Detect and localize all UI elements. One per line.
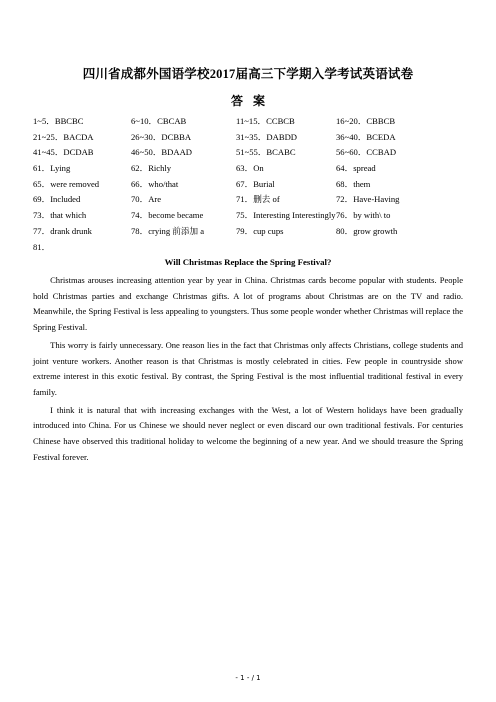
answer-row xyxy=(33,130,473,146)
essay-title: Will Christmas Replace the Spring Festival? xyxy=(164,257,332,267)
answer-cell: 75．Interesting Interestingly xyxy=(236,210,336,221)
essay-paragraph: This worry is fairly unnecessary. One reason lies in the fact that Christmas only affects Christians, college students and joint venture workers. Another reason is that Christmas is mostly celebrated in cities. Few people in countryside show extreme interest in this exotic festival. By contrast, the Spring Festival is the most influential traditional festival in every family. xyxy=(33,339,463,397)
essay-paragraph: I think it is natural that with increasing exchanges with the West, a lot of Western holidays have been gradually introduced into China. For us Chinese we should never neglect or even discard our own traditional festivals. For centuries Chinese have observed this traditional holiday to welcome the beginning of a new year. And we should treasure the Spring Festival forever. xyxy=(33,404,463,462)
answer-cell: 79．cup cups xyxy=(236,225,284,236)
answer-cell: 78．crying 前添加 a xyxy=(131,225,205,236)
answer-row xyxy=(33,224,473,240)
answer-row xyxy=(33,114,473,130)
answer-cell: 63．On xyxy=(236,163,264,174)
answer-cell: 81． xyxy=(33,241,51,252)
page-subtitle: 答案 xyxy=(230,94,275,108)
page-number: - 1 - / 1 xyxy=(235,674,261,682)
answer-table xyxy=(33,114,473,255)
answer-cell: 65．were removed xyxy=(33,178,100,189)
answer-cell: 11~15．CCBCB xyxy=(236,116,295,126)
answer-row xyxy=(33,161,473,177)
answer-cell: 72．Have-Having xyxy=(336,194,400,205)
answer-cell: 36~40．BCEDA xyxy=(336,131,396,142)
essay-body xyxy=(33,273,463,467)
page-title: 四川省成都外国语学校2017届高三下学期入学考试英语试卷 xyxy=(82,67,414,81)
answer-cell: 51~55．BCABC xyxy=(236,147,296,158)
answer-cell: 26~30．DCBBA xyxy=(131,131,192,142)
answer-cell: 16~20．CBBCB xyxy=(336,116,396,126)
answer-row xyxy=(33,192,473,208)
answer-cell: 74．become became xyxy=(131,210,204,221)
answer-row xyxy=(33,177,473,193)
answer-cell: 21~25．BACDA xyxy=(33,131,94,142)
answer-row xyxy=(33,240,473,256)
answer-cell: 68．them xyxy=(336,178,371,189)
answer-cell: 71．删去 of xyxy=(236,194,280,205)
answer-cell: 66．who/that xyxy=(131,178,179,189)
answer-cell: 80．grow growth xyxy=(336,225,398,236)
answer-cell: 46~50．BDAAD xyxy=(131,147,192,158)
answer-cell: 62．Richly xyxy=(131,163,172,174)
answer-cell: 61．Lying xyxy=(33,163,71,174)
answer-cell: 73．that which xyxy=(33,210,87,221)
answer-cell: 6~10．CBCAB xyxy=(131,116,187,126)
answer-cell: 31~35．DABDD xyxy=(236,131,297,142)
answer-cell: 76．by with\ to xyxy=(336,210,391,221)
answer-cell: 70．Are xyxy=(131,194,162,205)
answer-cell: 67．Burial xyxy=(236,178,275,189)
essay-paragraph: Christmas arouses increasing attention year by year in China. Christmas cards become popular with students. People hold Christmas parties and exchange Christmas gifts. A lot of programs about Christmas are on the TV and radio. Meanwhile, the Spring Festival is less appealing to youngsters. Thus some people wonder whether Christmas will replace the Spring Festival. xyxy=(33,275,463,333)
answer-row xyxy=(33,208,473,224)
answer-cell: 64．spread xyxy=(336,163,376,174)
answer-cell: 41~45．DCDAB xyxy=(33,147,94,158)
answer-cell: 77．drank drunk xyxy=(33,225,92,236)
answer-cell: 1~5．BBCBC xyxy=(33,116,84,126)
answer-row xyxy=(33,145,473,161)
answer-cell: 56~60．CCBAD xyxy=(336,147,397,158)
answer-cell: 69．Included xyxy=(33,194,81,205)
